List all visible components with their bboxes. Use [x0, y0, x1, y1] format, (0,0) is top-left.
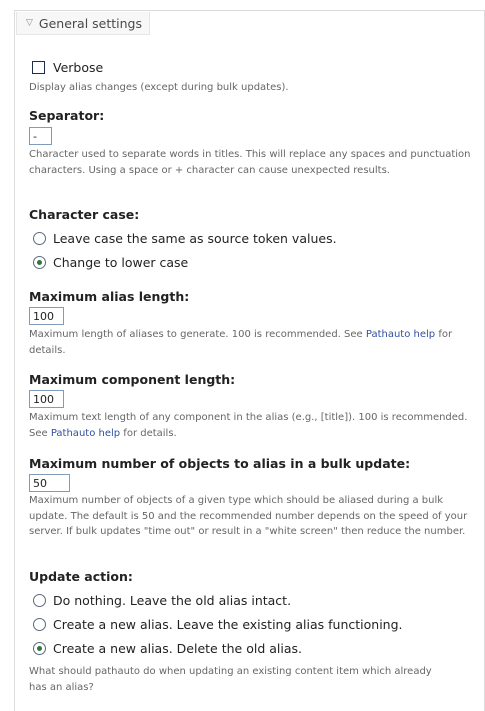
case-leave-radio[interactable]: [33, 232, 46, 245]
update-nothing-radio[interactable]: [33, 594, 46, 607]
update-option-nothing[interactable]: [33, 593, 291, 608]
verbose-row: [32, 60, 103, 75]
pathauto-help-link[interactable]: Pathauto help: [365, 329, 436, 340]
case-lower-label: Change to lower case: [53, 255, 189, 270]
update-nothing-label: Do nothing. Leave the old alias intact.: [53, 593, 292, 608]
max-alias-length-input[interactable]: 100: [29, 307, 64, 325]
update-action-title: Update action:: [29, 569, 133, 584]
max-alias-length-description: Maximum length of aliases to generate. 100 is recommended. See Pathauto help for details.: [29, 329, 453, 356]
case-lower-radio[interactable]: [33, 256, 46, 269]
verbose-checkbox[interactable]: [32, 61, 45, 74]
update-option-leave[interactable]: [33, 617, 403, 632]
separator-description: Character used to separate words in titles. This will replace any spaces and punctuation characters. Using a space or + character can cause unexpected results.: [29, 149, 471, 176]
pathauto-help-link[interactable]: Pathauto help: [50, 427, 121, 439]
update-delete-label: Create a new alias. Delete the old alias.: [53, 641, 302, 656]
collapse-triangle-icon: ▽: [26, 18, 33, 28]
max-component-length-description: Maximum text length of any component in the alias (e.g., [title]). 100 is recommended. See Pathauto help for details.: [29, 412, 468, 439]
update-action-description: What should pathauto do when updating an existing content item which already has an alias?: [29, 666, 432, 693]
verbose-description: Display alias changes (except during bulk updates).: [29, 82, 289, 93]
case-option-leave[interactable]: [33, 231, 337, 246]
update-delete-radio[interactable]: [33, 642, 46, 655]
max-bulk-input[interactable]: 50: [29, 474, 70, 492]
case-option-lower[interactable]: [33, 255, 188, 270]
max-component-length-input[interactable]: 100: [29, 390, 64, 408]
separator-input[interactable]: -: [29, 127, 52, 145]
separator-title: Separator:: [29, 108, 105, 123]
max-alias-length-title: Maximum alias length:: [29, 289, 190, 304]
case-leave-label: Leave case the same as source token values.: [53, 231, 337, 246]
max-bulk-description: Maximum number of objects of a given type which should be aliased during a bulk update. The default is 50 and the recommended number depends on the speed of your server. If bulk updates "time out" or result in a "white screen" then reduce the number.: [29, 495, 468, 537]
max-component-length-title: Maximum component length:: [29, 372, 236, 387]
general-settings-legend[interactable]: [16, 12, 150, 35]
verbose-label: Verbose: [53, 60, 104, 75]
character-case-title: Character case:: [29, 207, 140, 222]
legend-title: General settings: [38, 15, 143, 31]
update-leave-label: Create a new alias. Leave the existing alias functioning.: [53, 617, 403, 632]
update-leave-radio[interactable]: [33, 618, 46, 631]
max-bulk-title: Maximum number of objects to alias in a bulk update:: [29, 456, 411, 471]
update-option-delete[interactable]: [33, 641, 302, 656]
